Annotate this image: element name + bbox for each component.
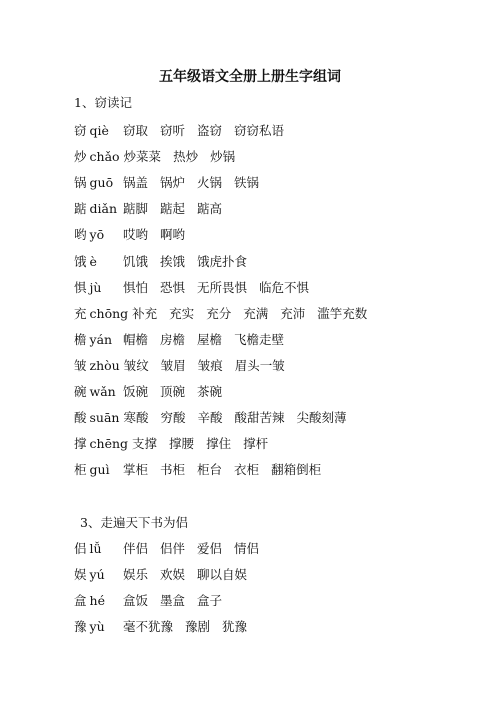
word-list xyxy=(124,147,248,165)
character: 饿 xyxy=(74,253,87,269)
word: 房檐 xyxy=(160,331,186,347)
word: 火锅 xyxy=(197,175,223,191)
word: 支撑 xyxy=(132,436,158,452)
vocab-row xyxy=(74,382,234,400)
word: 娱乐 xyxy=(123,567,149,582)
word: 墨盒 xyxy=(160,593,186,608)
word: 锅盖 xyxy=(123,175,149,191)
vocab-row xyxy=(74,278,321,296)
pinyin: yō xyxy=(89,227,105,243)
word: 犹豫 xyxy=(222,619,248,634)
word: 皱纹 xyxy=(123,357,149,373)
word: 饥饿 xyxy=(123,253,149,269)
word: 豫剧 xyxy=(185,619,211,634)
word: 充满 xyxy=(243,305,269,321)
word-list xyxy=(123,408,358,426)
word: 补充 xyxy=(132,305,158,321)
vocab-row xyxy=(74,199,234,217)
word: 哎哟 xyxy=(123,227,149,243)
word-list xyxy=(123,617,259,635)
pinyin: yù xyxy=(89,619,105,634)
character-with-pinyin xyxy=(74,460,110,478)
word-list xyxy=(124,356,297,374)
word-list xyxy=(132,434,280,452)
word: 伴侣 xyxy=(123,541,149,556)
word: 铁锅 xyxy=(234,175,260,191)
word: 衣柜 xyxy=(234,462,260,478)
word: 踮高 xyxy=(197,201,223,217)
character-with-pinyin xyxy=(74,408,119,426)
character-with-pinyin xyxy=(74,199,117,217)
word: 掌柜 xyxy=(123,462,149,478)
character: 柜 xyxy=(74,462,87,478)
pinyin: guō xyxy=(89,175,114,191)
character: 充 xyxy=(74,305,87,321)
vocab-row xyxy=(74,434,280,452)
character: 豫 xyxy=(74,619,87,634)
word: 充沛 xyxy=(280,305,306,321)
pinyin: lǚ xyxy=(89,541,102,556)
word: 眉头一皱 xyxy=(234,357,285,373)
word: 充实 xyxy=(169,305,195,321)
pinyin: jù xyxy=(89,279,102,295)
character-with-pinyin xyxy=(74,252,97,270)
word-list xyxy=(123,173,271,191)
word: 踮脚 xyxy=(123,201,149,217)
word: 撑住 xyxy=(206,436,232,452)
word: 穷酸 xyxy=(160,410,186,426)
word-list xyxy=(123,330,296,348)
word-list xyxy=(123,460,333,478)
word: 惧怕 xyxy=(123,279,149,295)
word-list xyxy=(123,382,234,400)
word: 啊哟 xyxy=(160,227,186,243)
word: 撑杆 xyxy=(243,436,269,452)
vocab-row xyxy=(74,304,379,322)
pinyin: diǎn xyxy=(89,201,118,217)
character: 窃 xyxy=(74,123,87,138)
word-list xyxy=(132,304,379,322)
word-list xyxy=(123,278,321,296)
vocab-row xyxy=(74,121,296,139)
word: 皱眉 xyxy=(160,357,186,373)
vocab-row xyxy=(74,591,234,609)
character: 酸 xyxy=(74,410,87,426)
word-list xyxy=(123,199,234,217)
character-with-pinyin xyxy=(74,121,109,139)
page-title: 五年级语文全册上册生字组词 xyxy=(159,69,341,85)
word-list xyxy=(123,252,259,270)
character: 撑 xyxy=(74,436,87,452)
section-heading: 1、窃读记 xyxy=(74,95,132,110)
word: 侣伴 xyxy=(160,541,186,556)
word: 书柜 xyxy=(160,462,186,478)
word: 窃取 xyxy=(123,123,149,138)
character-with-pinyin xyxy=(74,382,116,400)
vocab-row xyxy=(74,539,271,557)
vocab-row xyxy=(74,225,197,243)
pinyin: zhòu xyxy=(89,357,120,373)
section-heading: 3、走遍天下书为侣 xyxy=(80,515,188,530)
word: 窃窃私语 xyxy=(234,123,285,138)
word-list xyxy=(123,565,259,583)
character: 皱 xyxy=(74,357,87,373)
word: 盗窃 xyxy=(197,123,223,138)
word: 撑腰 xyxy=(169,436,195,452)
character-with-pinyin xyxy=(74,539,102,557)
word: 饿虎扑食 xyxy=(197,253,248,269)
word: 帽檐 xyxy=(123,331,149,347)
character: 盒 xyxy=(74,593,87,608)
word: 飞檐走壁 xyxy=(234,331,285,347)
word: 锅炉 xyxy=(160,175,186,191)
word: 翻箱倒柜 xyxy=(271,462,322,478)
word: 窃听 xyxy=(160,123,186,138)
character: 惧 xyxy=(74,279,87,295)
word: 顶碗 xyxy=(160,384,186,399)
word: 炒锅 xyxy=(210,149,236,165)
word: 爱侣 xyxy=(197,541,223,556)
character: 娱 xyxy=(74,567,87,582)
word: 酸甜苦辣 xyxy=(234,410,285,426)
character-with-pinyin xyxy=(74,225,104,243)
word: 炒菜菜 xyxy=(123,149,162,165)
pinyin: chǎo xyxy=(89,149,120,165)
character-with-pinyin xyxy=(74,565,105,583)
word: 柜台 xyxy=(197,462,223,478)
word: 盒子 xyxy=(197,593,223,608)
word: 充分 xyxy=(206,305,232,321)
word: 挨饿 xyxy=(160,253,186,269)
word: 屋檐 xyxy=(197,331,223,347)
character: 踮 xyxy=(74,201,87,217)
word: 恐惧 xyxy=(160,279,186,295)
character-with-pinyin xyxy=(74,173,113,191)
character: 檐 xyxy=(74,331,87,347)
vocab-row xyxy=(74,460,333,478)
word: 寒酸 xyxy=(123,410,149,426)
word-list xyxy=(123,539,271,557)
vocab-row xyxy=(74,252,259,270)
character: 哟 xyxy=(74,227,87,243)
word-list xyxy=(123,591,234,609)
character: 侣 xyxy=(74,541,87,556)
vocab-row xyxy=(74,173,271,191)
pinyin: è xyxy=(89,253,97,269)
pinyin: suān xyxy=(89,410,120,426)
word: 踮起 xyxy=(160,201,186,217)
character-with-pinyin xyxy=(74,330,112,348)
vocab-row xyxy=(74,147,247,165)
word: 茶碗 xyxy=(197,384,223,399)
vocab-row xyxy=(74,330,296,348)
word-list xyxy=(123,225,197,243)
character-with-pinyin xyxy=(74,147,120,165)
pinyin: yú xyxy=(89,567,105,582)
character-with-pinyin xyxy=(74,617,105,635)
word: 皱痕 xyxy=(197,357,223,373)
pinyin: qiè xyxy=(89,123,109,138)
vocab-row xyxy=(74,408,359,426)
word: 聊以自娱 xyxy=(197,567,248,582)
character-with-pinyin xyxy=(74,356,120,374)
pinyin: chēng xyxy=(89,436,129,452)
pinyin: hé xyxy=(89,593,105,608)
character-with-pinyin xyxy=(74,434,128,452)
character: 炒 xyxy=(74,149,87,165)
word: 盒饭 xyxy=(123,593,149,608)
vocab-row xyxy=(74,356,297,374)
word: 尖酸刻薄 xyxy=(296,410,347,426)
pinyin: chōng xyxy=(89,305,129,321)
character: 锅 xyxy=(74,175,87,191)
word: 临危不惧 xyxy=(259,279,310,295)
word: 辛酸 xyxy=(197,410,223,426)
vocab-row xyxy=(74,565,259,583)
vocab-row xyxy=(74,617,259,635)
pinyin: yán xyxy=(89,331,113,347)
word: 毫不犹豫 xyxy=(123,619,174,634)
pinyin: guì xyxy=(89,462,110,478)
word-list xyxy=(123,121,296,139)
word: 欢娱 xyxy=(160,567,186,582)
character-with-pinyin xyxy=(74,278,101,296)
character-with-pinyin xyxy=(74,304,128,322)
character-with-pinyin xyxy=(74,591,105,609)
character: 碗 xyxy=(74,384,87,399)
word: 饭碗 xyxy=(123,384,149,399)
pinyin: wǎn xyxy=(89,384,116,399)
word: 无所畏惧 xyxy=(197,279,248,295)
word: 滥竽充数 xyxy=(317,305,368,321)
word: 热炒 xyxy=(173,149,199,165)
word: 情侣 xyxy=(234,541,260,556)
